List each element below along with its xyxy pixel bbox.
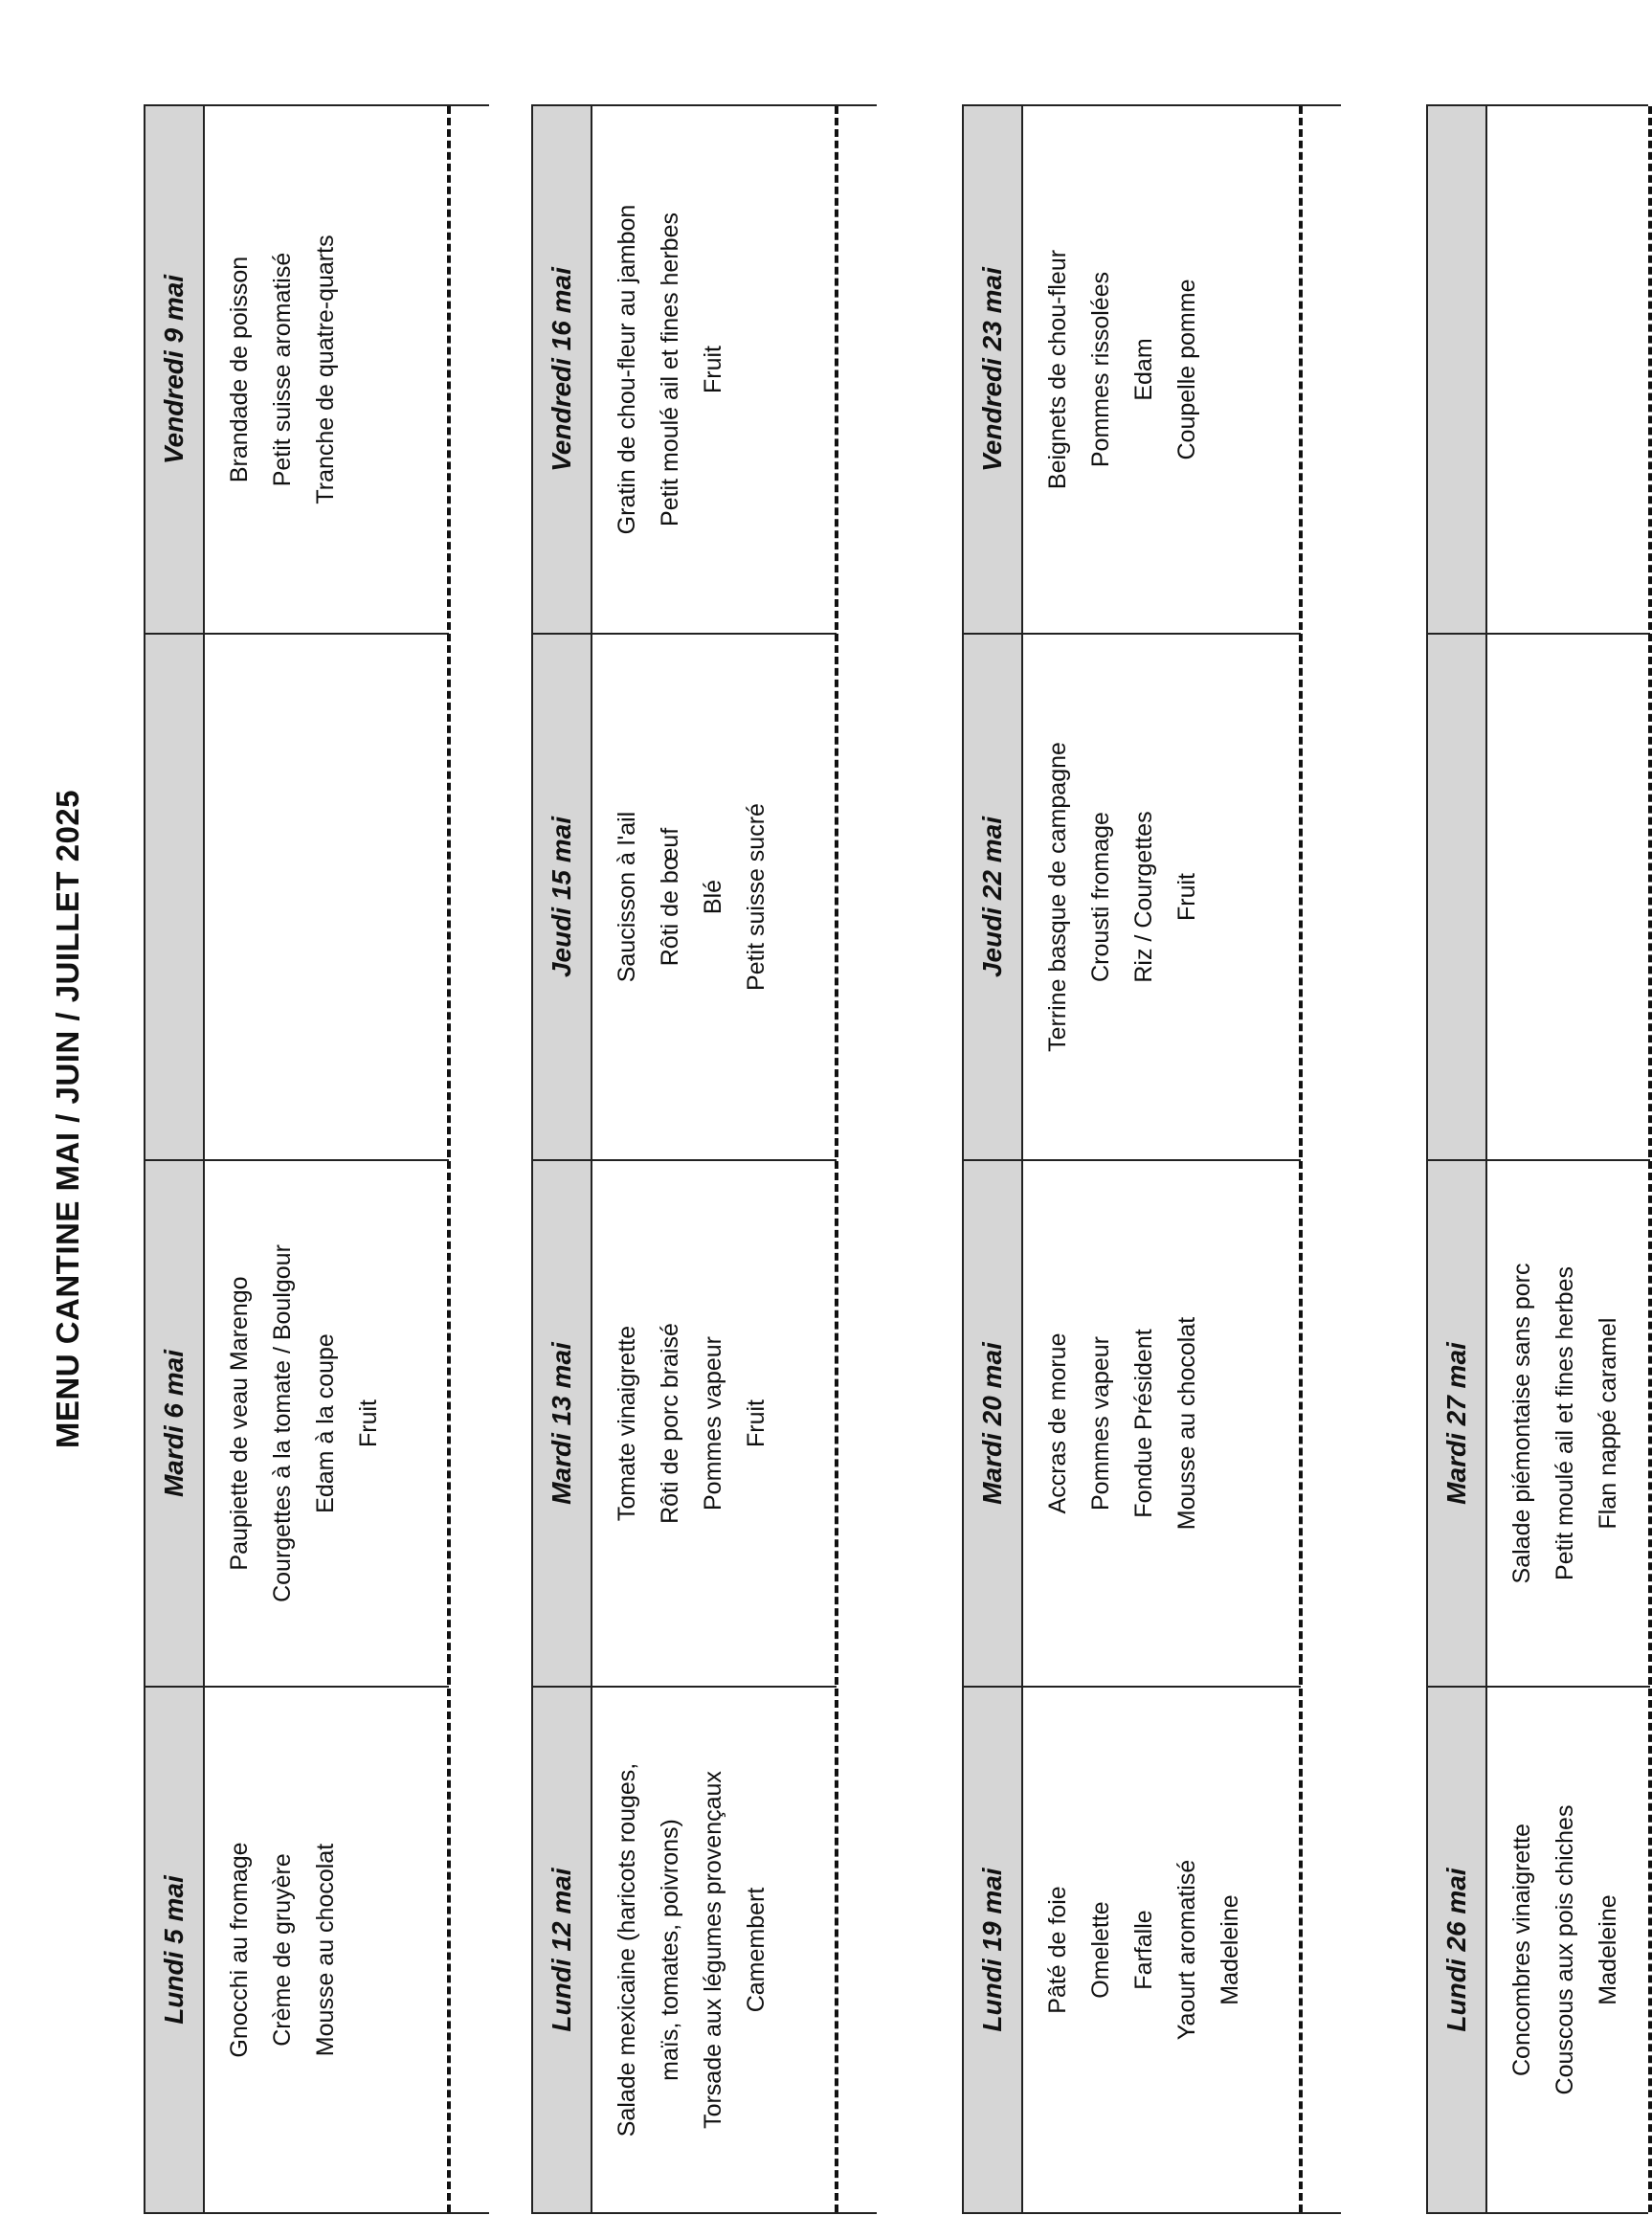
day-header: Jeudi 22 mai bbox=[964, 633, 1021, 1159]
menu-item: Pommes vapeur bbox=[1087, 1335, 1114, 1511]
day-header: Lundi 5 mai bbox=[145, 1686, 203, 2212]
day-menu-cell bbox=[1487, 106, 1650, 633]
menu-item: Petit suisse sucré bbox=[743, 803, 770, 991]
day-header: Vendredi 9 mai bbox=[145, 106, 203, 633]
day-header bbox=[145, 633, 203, 1159]
day-header: Vendredi 23 mai bbox=[964, 106, 1021, 633]
menu-item: Fruit bbox=[700, 346, 726, 393]
menu-item: Beignets de chou-fleur bbox=[1044, 249, 1071, 490]
menu-item: Fruit bbox=[743, 1399, 770, 1447]
menu-item: Camembert bbox=[743, 1887, 770, 2013]
menu-item: Fruit bbox=[1173, 873, 1200, 921]
day-header-row bbox=[964, 106, 1021, 2212]
day-menu-cell bbox=[205, 1159, 449, 1686]
menu-item: maïs, tomates, poivrons) bbox=[657, 1819, 683, 2081]
day-menu-row bbox=[591, 106, 837, 2212]
menu-item: Crème de gruyère bbox=[269, 1853, 296, 2047]
day-header-row bbox=[145, 106, 203, 2212]
dashed-separator bbox=[1648, 106, 1652, 2212]
day-menu-cell bbox=[592, 106, 837, 633]
menu-item: Pâté de foie bbox=[1044, 1886, 1071, 2014]
menu-item: Riz / Courgettes bbox=[1130, 811, 1157, 983]
day-header: Lundi 12 mai bbox=[533, 1686, 591, 2212]
dashed-separator bbox=[835, 106, 838, 2212]
menu-item: Petit moulé ail et fines herbes bbox=[657, 213, 683, 526]
day-menu-cell bbox=[1487, 633, 1650, 1159]
menu-item: Farfalle bbox=[1130, 1910, 1157, 1990]
day-menu-cell bbox=[1023, 633, 1301, 1159]
week-block bbox=[1426, 104, 1648, 2214]
day-header: Lundi 19 mai bbox=[964, 1686, 1021, 2212]
day-header: Vendredi 16 mai bbox=[533, 106, 591, 633]
menu-item: Rôti de bœuf bbox=[657, 827, 683, 967]
menu-item: Flan nappé caramel bbox=[1595, 1317, 1621, 1530]
day-menu-row bbox=[1021, 106, 1301, 2212]
day-menu-cell bbox=[592, 1686, 837, 2212]
menu-item: Petit moulé ail et fines herbes bbox=[1552, 1266, 1578, 1580]
menu-item: Pommes rissolées bbox=[1087, 271, 1114, 468]
menu-item: Madeleine bbox=[1595, 1894, 1621, 2005]
day-header: Jeudi 15 mai bbox=[533, 633, 591, 1159]
menu-item: Saucisson à l'ail bbox=[614, 811, 640, 983]
day-menu-cell bbox=[1487, 1686, 1650, 2212]
menu-item: Fruit bbox=[355, 1399, 382, 1447]
day-header: Mardi 20 mai bbox=[964, 1159, 1021, 1686]
menu-item: Madeleine bbox=[1217, 1894, 1243, 2005]
dashed-separator bbox=[447, 106, 451, 2212]
day-header: Lundi 26 mai bbox=[1428, 1686, 1485, 2212]
menu-item: Paupiette de veau Marengo bbox=[226, 1276, 253, 1571]
menu-item: Brandade de poisson bbox=[226, 256, 253, 483]
menu-item: Torsade aux légumes provençaux bbox=[700, 1771, 726, 2129]
menu-item: Rôti de porc braisé bbox=[657, 1323, 683, 1524]
day-header: Mardi 13 mai bbox=[533, 1159, 591, 1686]
menu-item: Accras de morue bbox=[1044, 1332, 1071, 1514]
menu-item: Couscous aux pois chiches bbox=[1552, 1804, 1578, 2095]
day-menu-row bbox=[203, 106, 449, 2212]
menu-item: Concombres vinaigrette bbox=[1508, 1824, 1535, 2077]
day-menu-cell bbox=[592, 1159, 837, 1686]
menu-item: Edam bbox=[1130, 338, 1157, 401]
dashed-separator bbox=[1299, 106, 1303, 2212]
menu-item: Fondue Président bbox=[1130, 1329, 1157, 1518]
menu-item: Courgettes à la tomate / Boulgour bbox=[269, 1244, 296, 1602]
day-header-row bbox=[1428, 106, 1485, 2212]
page-title: MENU CANTINE MAI / JUIN / JUILLET 2025 bbox=[50, 789, 85, 1449]
menu-item: Tranche de quatre-quarts bbox=[312, 235, 339, 504]
menu-item: Crousti fromage bbox=[1087, 812, 1114, 982]
menu-item: Gnocchi au fromage bbox=[226, 1842, 253, 2058]
menu-item: Gratin de chou-fleur au jambon bbox=[614, 204, 640, 535]
menu-item: Coupelle pomme bbox=[1173, 279, 1200, 460]
week-block bbox=[962, 104, 1341, 2214]
day-menu-cell bbox=[592, 633, 837, 1159]
menu-item: Terrine basque de campagne bbox=[1044, 742, 1071, 1052]
menu-item: Salade mexicaine (haricots rouges, bbox=[614, 1762, 640, 2137]
week-block bbox=[144, 104, 489, 2214]
day-header-row bbox=[533, 106, 591, 2212]
day-header: Mardi 6 mai bbox=[145, 1159, 203, 1686]
menu-item: Blé bbox=[700, 879, 726, 915]
week-block bbox=[531, 104, 877, 2214]
menu-item: Salade piémontaise sans porc bbox=[1508, 1263, 1535, 1584]
day-menu-cell bbox=[1487, 1159, 1650, 1686]
day-menu-cell bbox=[1023, 106, 1301, 633]
menu-item: Mousse au chocolat bbox=[312, 1843, 339, 2057]
day-menu-cell bbox=[1023, 1686, 1301, 2212]
menu-item: Mousse au chocolat bbox=[1173, 1316, 1200, 1531]
day-menu-cell bbox=[205, 1686, 449, 2212]
menu-item: Edam à la coupe bbox=[312, 1333, 339, 1513]
day-header: Mardi 27 mai bbox=[1428, 1159, 1485, 1686]
day-menu-row bbox=[1485, 106, 1650, 2212]
menu-item: Pommes vapeur bbox=[700, 1335, 726, 1511]
day-header bbox=[1428, 106, 1485, 633]
menu-item: Petit suisse aromatisé bbox=[269, 252, 296, 487]
day-menu-cell bbox=[1023, 1159, 1301, 1686]
menu-item: Omelette bbox=[1087, 1901, 1114, 1999]
day-header bbox=[1428, 633, 1485, 1159]
day-menu-cell bbox=[205, 106, 449, 633]
day-menu-cell bbox=[205, 633, 449, 1159]
menu-item: Tomate vinaigrette bbox=[614, 1325, 640, 1522]
menu-item: Yaourt aromatisé bbox=[1173, 1859, 1200, 2041]
